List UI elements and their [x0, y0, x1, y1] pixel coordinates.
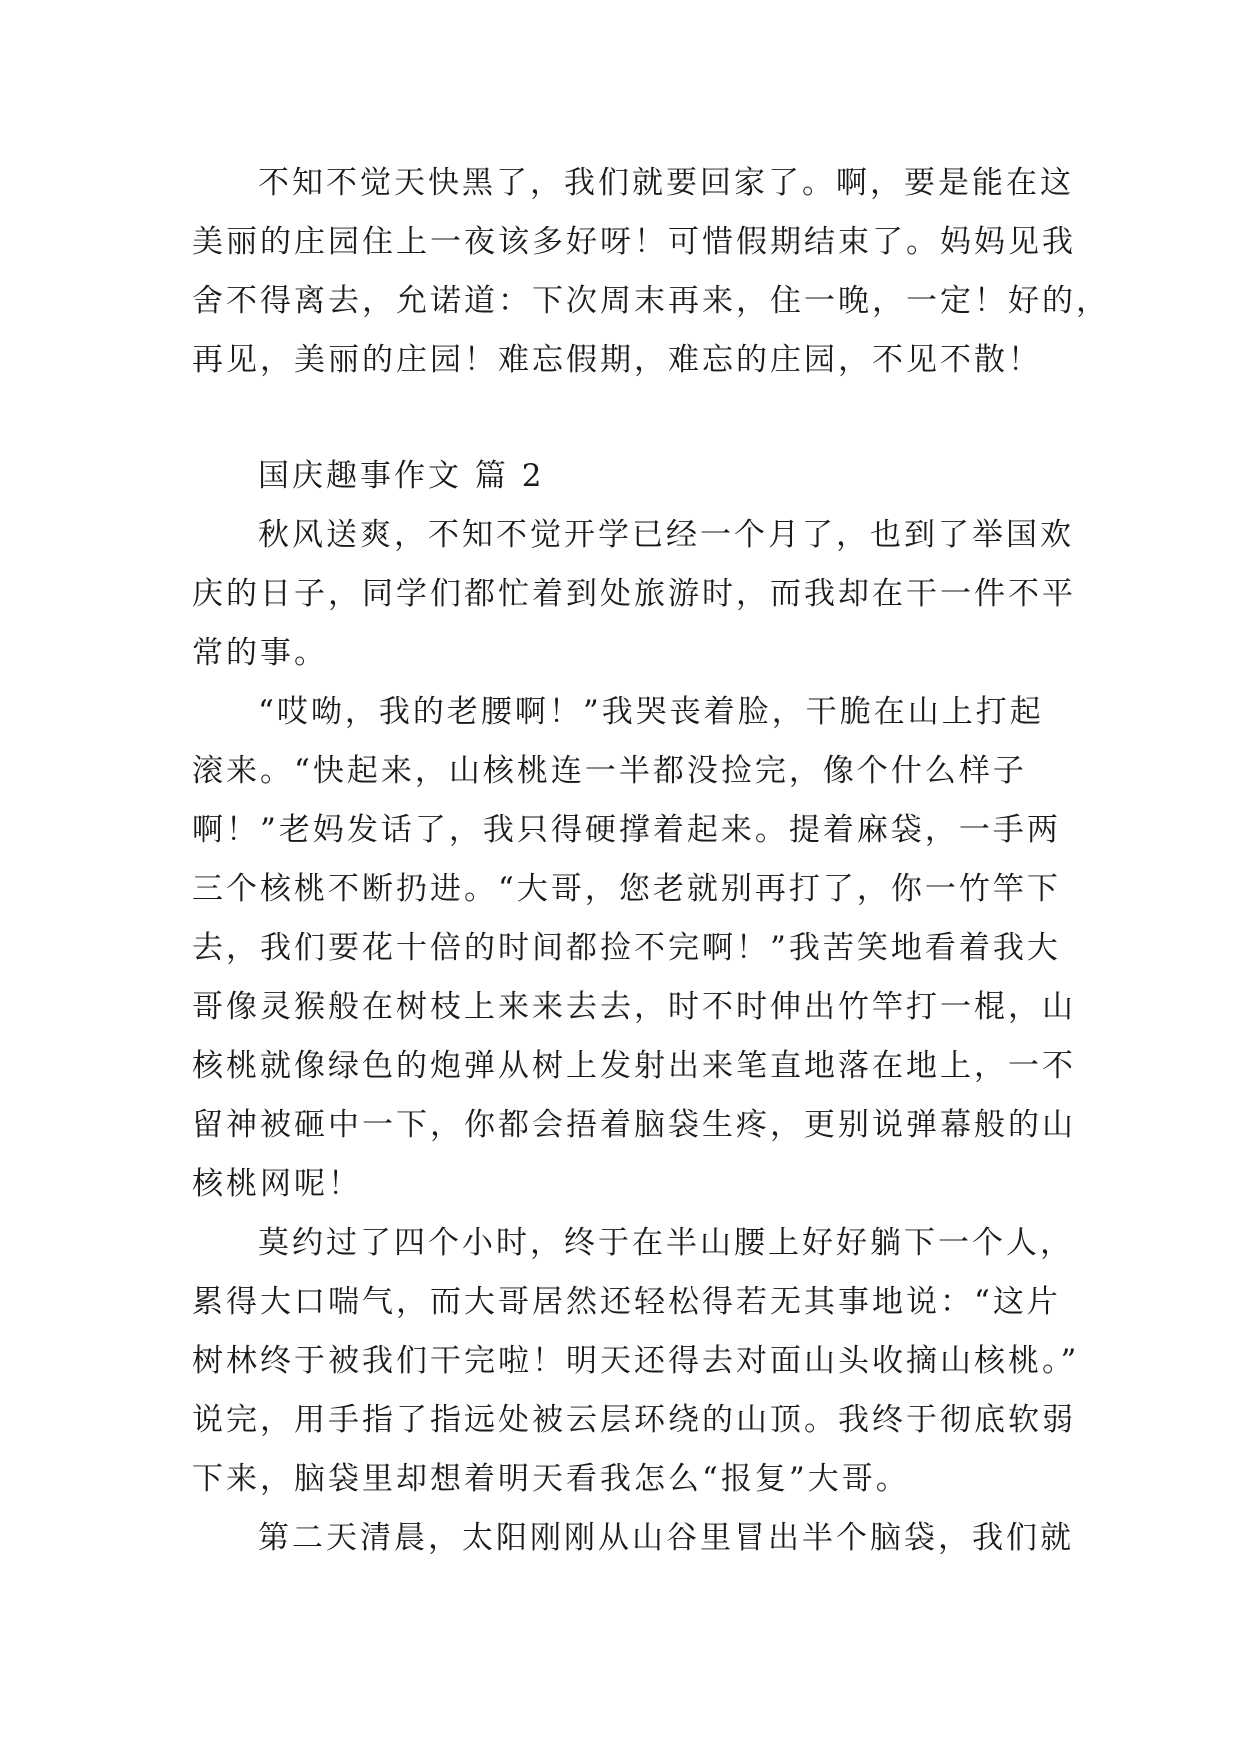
text-line: 庆的日子，同学们都忙着到处旅游时，而我却在干一件不平 — [192, 576, 1076, 612]
text-line: 树林终于被我们干完啦！明天还得去对面山头收摘山核桃。” — [192, 1343, 1080, 1379]
paragraph-4 — [192, 1509, 1092, 1568]
essay-body — [192, 506, 1092, 1568]
text-line: 去，我们要花十倍的时间都捡不完啊！”我苦笑地看着我大 — [192, 930, 1061, 966]
text-line: 说完，用手指了指远处被云层环绕的山顶。我终于彻底软弱 — [192, 1402, 1076, 1438]
text-line: 啊！”老妈发话了，我只得硬撑着起来。提着麻袋，一手两 — [192, 812, 1061, 848]
text-line: 三个核桃不断扔进。“大哥，您老就别再打了，你一竹竿下 — [192, 871, 1061, 907]
text-line: 核桃就像绿色的炮弹从树上发射出来笔直地落在地上，一不 — [192, 1048, 1076, 1084]
text-line: 常的事。 — [192, 635, 328, 671]
paragraph-3 — [192, 1214, 1092, 1509]
text-line: 莫约过了四个小时，终于在半山腰上好好躺下一个人， — [258, 1225, 1074, 1261]
text-line: 留神被砸中一下，你都会捂着脑袋生疼，更别说弹幕般的山 — [192, 1107, 1076, 1143]
paragraph-ending — [192, 154, 1110, 390]
paragraph-1 — [192, 506, 1092, 683]
paragraph-2 — [192, 683, 1092, 1214]
text-line: 第二天清晨，太阳刚刚从山谷里冒出半个脑袋，我们就 — [258, 1520, 1074, 1556]
text-line: 哥像灵猴般在树枝上来来去去，时不时伸出竹竿打一棍，山 — [192, 989, 1076, 1025]
text-line: “哎呦，我的老腰啊！”我哭丧着脸，干脆在山上打起 — [258, 694, 1044, 730]
text-line: 再见，美丽的庄园！难忘假期，难忘的庄园，不见不散！ — [192, 342, 1042, 378]
text-line: 滚来。“快起来，山核桃连一半都没捡完，像个什么样子 — [192, 753, 1027, 789]
text-line: 秋风送爽，不知不觉开学已经一个月了，也到了举国欢 — [258, 517, 1074, 553]
text-line: 核桃网呢！ — [192, 1166, 362, 1202]
section-heading: 国庆趣事作文 篇 2 — [258, 458, 545, 494]
text-line: 美丽的庄园住上一夜该多好呀！可惜假期结束了。妈妈见我 — [192, 224, 1076, 260]
text-line: 舍不得离去，允诺道：下次周末再来，住一晚，一定！好的， — [192, 283, 1110, 319]
text-line: 不知不觉天快黑了，我们就要回家了。啊，要是能在这 — [258, 165, 1074, 201]
text-line: 累得大口喘气，而大哥居然还轻松得若无其事地说：“这片 — [192, 1284, 1061, 1320]
text-line: 下来，脑袋里却想着明天看我怎么“报复”大哥。 — [192, 1461, 910, 1497]
